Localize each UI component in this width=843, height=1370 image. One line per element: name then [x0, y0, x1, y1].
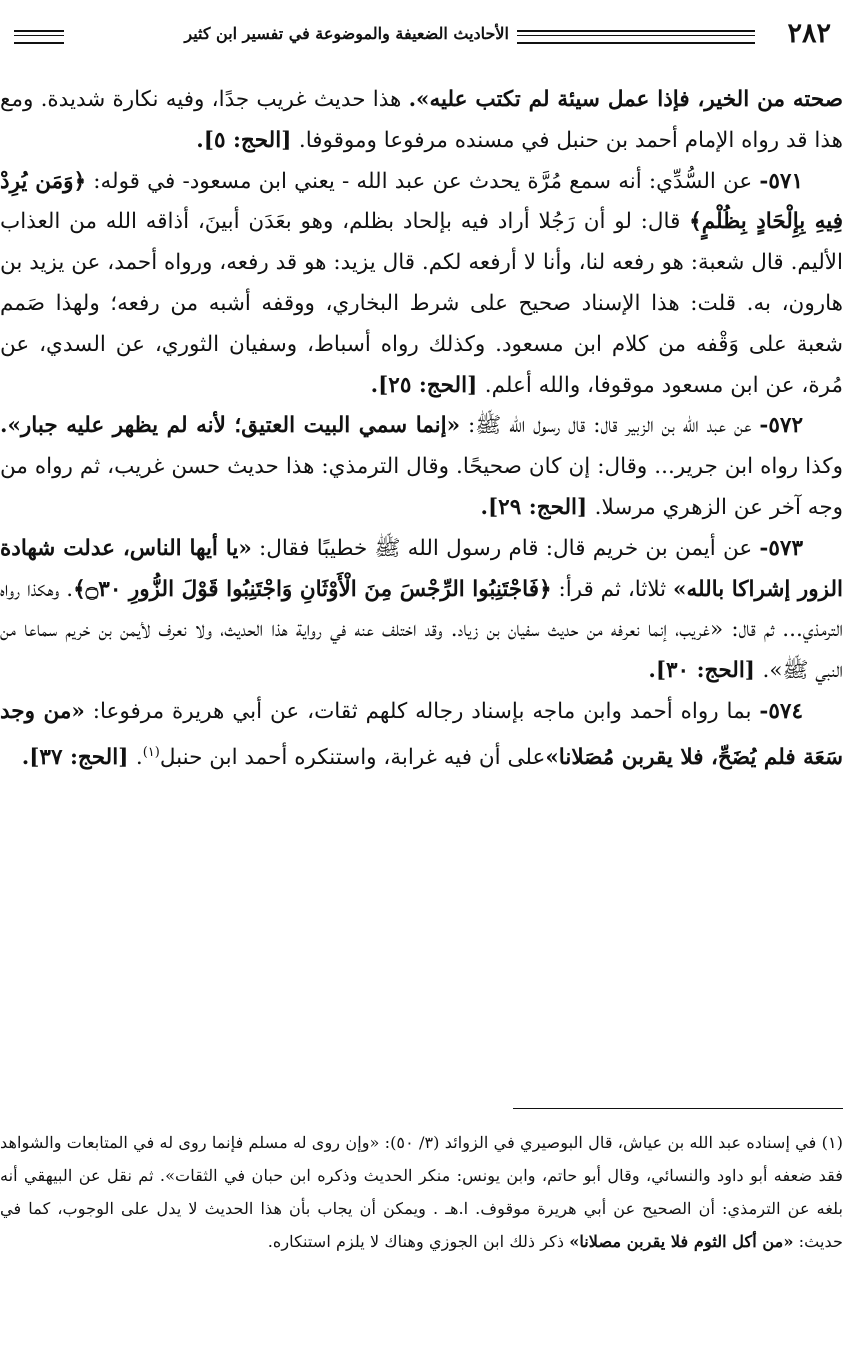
main-text [0, 80, 843, 779]
entry-text: قال: لو أن رَجُلا أراد فيه بإلحاد بظلم، وهو بعَدَن أبينَ، أذاقه الله من العذاب الأليم. قال شعبة: هو رفعه لنا، وأنا لا أرفعه لكم. قال يزيد: هو قد رفعه، ورواه أحمد، عن يزيد بن هارون، به. قلت: هذا الإسناد صحيح على شرط البخاري، ووقفه أشبه من رفعه؛ ولهذا صَمم شعبة على وَقْفه من كلام ابن مسعود. وكذلك رواه أسباط، وسفيان الثوري، عن السدي، عن مُرة، عن ابن مسعود موقوفا، والله أعلم. [0, 209, 843, 398]
entry-573 [0, 529, 843, 692]
entry-text: بما رواه أحمد وابن ماجه بإسناد رجاله كلهم ثقات، عن أبي هريرة مرفوعا: [84, 698, 760, 724]
commentary-text: هذا حديث غريب جدًا، وفيه نكارة شديدة. ومع هذا قد رواه الإمام أحمد بن حنبل في مسنده مرفوعا وموقوفا. [0, 87, 843, 153]
surah-reference: [الحج: ٢٩]. [480, 494, 595, 520]
entry-text: . وهكذا رواه الترمذي... ثم قال: «غريب، إنما نعرفه من حديث سفيان بن زياد. وقد اختلف عنه في رواية هذا الحديث، ولا نعرف لأيمن بن خريم سماعا من النبي ﷺ». [0, 576, 843, 684]
footnotes [0, 1126, 843, 1258]
footnote-separator [513, 1108, 843, 1109]
footnote-text: ذكر ذلك ابن الجوزي وهناك لا يلزم استنكاره. [267, 1232, 570, 1251]
entry-text: عن عبد الله بن الزبير قال: قال رسول الله ﷺ: [460, 413, 760, 439]
entry-number: ٥٧٤- [759, 698, 803, 724]
entry-572 [0, 406, 843, 528]
entry-number: ٥٧٢- [759, 413, 803, 439]
entry-text: . [135, 744, 143, 770]
hadith-text: «إنما سمي البيت العتيق؛ لأنه لم يظهر عليه جبار». [0, 413, 461, 439]
entry-number: ٥٧١- [759, 168, 803, 194]
entry-574 [0, 692, 843, 779]
entry-571 [0, 162, 843, 407]
page-header [0, 18, 843, 54]
entry-text: عن أيمن بن خريم قال: قام رسول الله ﷺ خطيبًا فقال: [251, 535, 760, 561]
quran-verse: ﴿فَاجْتَنِبُوا الرِّجْسَ مِنَ الْأَوْثَانِ وَاجْتَنِبُوا قَوْلَ الزُّورِ ۝٣٠﴾ [73, 576, 552, 602]
header-rule-ornament [14, 30, 64, 44]
surah-reference: [الحج: ٣٧]. [21, 744, 136, 770]
entry-text: على أن فيه غرابة، واستنكره أحمد ابن حنبل [159, 744, 546, 770]
hadith-text: صحته من الخير، فإذا عمل سيئة لم تكتب عليه». [408, 87, 843, 112]
hadith-text: «يا أيها الناس، عدلت شهادة الزور إشراكا بالله» [0, 535, 843, 602]
paragraph-continuation [0, 80, 843, 162]
surah-reference: [الحج: ٣٠]. [648, 658, 763, 684]
surah-reference: [الحج: ٥]. [196, 127, 299, 153]
footnote-hadith: «من أكل الثوم فلا يقربن مصلانا» [569, 1232, 794, 1251]
header-rule [517, 30, 755, 44]
entry-text: وكذا رواه ابن جرير... وقال: إن كان صحيحًا. وقال الترمذي: هذا حديث حسن غريب، ثم رواه من وجه آخر عن الزهري مرسلا. [0, 454, 843, 520]
footnote-1 [0, 1126, 843, 1258]
footnote-marker[interactable]: (١) [142, 744, 160, 760]
hadith-text: «من وجد سَعَة فلم يُضَحِّ، فلا يقربن مُصَلانا» [0, 698, 843, 770]
page-number: ٢٨٢ [787, 18, 831, 49]
footnote-number: (١) [821, 1133, 843, 1152]
surah-reference: [الحج: ٢٥]. [370, 372, 485, 398]
footnote-text: في إسناده عبد الله بن عياش، قال البوصيري في الزوائد (٣/ ٥٠): «وإن روى له مسلم فإنما روى له في المتابعات والشواهد فقد ضعفه أبو داود والنسائي، وقال أبو حاتم، وابن يونس: منكر الحديث وذكره ابن حبان في الثقات». ثم نقل عن البيهقي أنه بلغه عن الترمذي: أن الصحيح عن أبي هريرة موقوف. ا.هـ . ويمكن أن يجاب بأن هذا الحديث لا يدل على الوجوب، كما في حديث: [0, 1133, 843, 1251]
entry-text: ثلاثا، ثم قرأ: [551, 576, 674, 602]
running-title: الأحاديث الضعيفة والموضوعة في تفسير ابن كثير [184, 24, 509, 43]
entry-text: عن السُّدِّي: أنه سمع مُرَّة يحدث عن عبد الله - يعني ابن مسعود- في قوله: [86, 168, 760, 194]
quran-verse: ﴿وَمَن يُرِدْ فِيهِ بِإِلْحَادٍ بِظُلْمٍ﴾ [0, 168, 843, 235]
entry-number: ٥٧٣- [759, 535, 803, 561]
